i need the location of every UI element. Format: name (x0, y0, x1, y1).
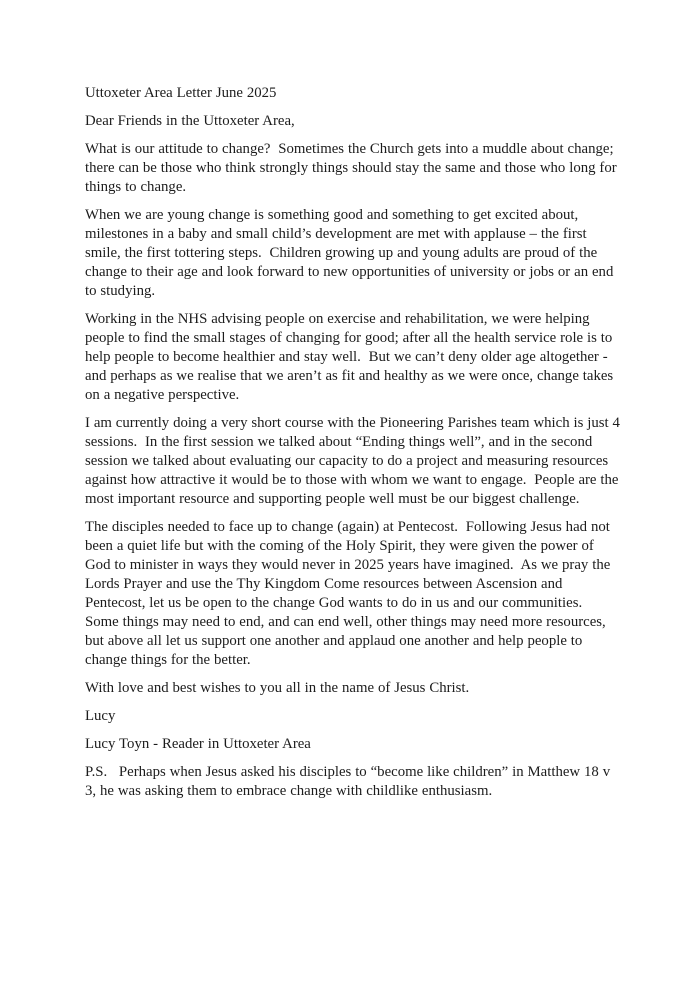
signature-role: Lucy Toyn - Reader in Uttoxeter Area (85, 736, 311, 752)
signature-name: Lucy (85, 708, 116, 724)
paragraph-nhs-work: Working in the NHS advising people on exercise and rehabilitation, we were helping people to find the small stages of changing for good; after all the health service role is to help people to become healthier and stay well. But we can’t deny older age altogether -and perhaps as we realise that we aren’t as fit and healthy as we were once, change takes on a negative perspective. (85, 311, 618, 403)
letter-title: Uttoxeter Area Letter June 2025 (85, 85, 277, 101)
postscript: P.S. Perhaps when Jesus asked his disciples to “become like children” in Matthew 18 v 3, he was asking them to embrace change with childlike enthusiasm. (85, 764, 615, 799)
paragraph-pioneering-parishes: I am currently doing a very short course with the Pioneering Parishes team which is just 4 sessions. In the first session we talked about “Ending things well”, and in the second session we talked about evaluating our capacity to do a project and measuring resources against how attractive it would be to those with whom we want to engage. People are the most important resource and supporting people well must be our biggest challenge. (85, 415, 624, 507)
paragraph-disciples-pentecost: The disciples needed to face up to change (again) at Pentecost. Following Jesus had not been a quiet life but with the coming of the Holy Spirit, they were given the power of God to minister in ways they would never in 2025 years have imagined. As we pray the Lords Prayer and use the Thy Kingdom Come resources between Ascension and Pentecost, let us be open to the change God wants to do in us and our communities. Some things may need to end, and can end well, other things may need more resources, but above all let us support one another and applaud one another and help people to change things for the better. (85, 519, 615, 668)
salutation: Dear Friends in the Uttoxeter Area, (85, 113, 295, 129)
paragraph-young-change: When we are young change is something good and something to get excited about, milestones in a baby and small child’s development are met with applause – the first smile, the first tottering steps. Children growing up and young adults are proud of the change to their age and look forward to new opportunities of university or jobs or an end to studying. (85, 207, 618, 299)
closing-line: With love and best wishes to you all in the name of Jesus Christ. (85, 680, 470, 696)
paragraph-attitude-to-change: What is our attitude to change? Sometimes the Church gets into a muddle about change; there can be those who think strongly things should stay the same and those who long for things to change. (85, 141, 621, 195)
